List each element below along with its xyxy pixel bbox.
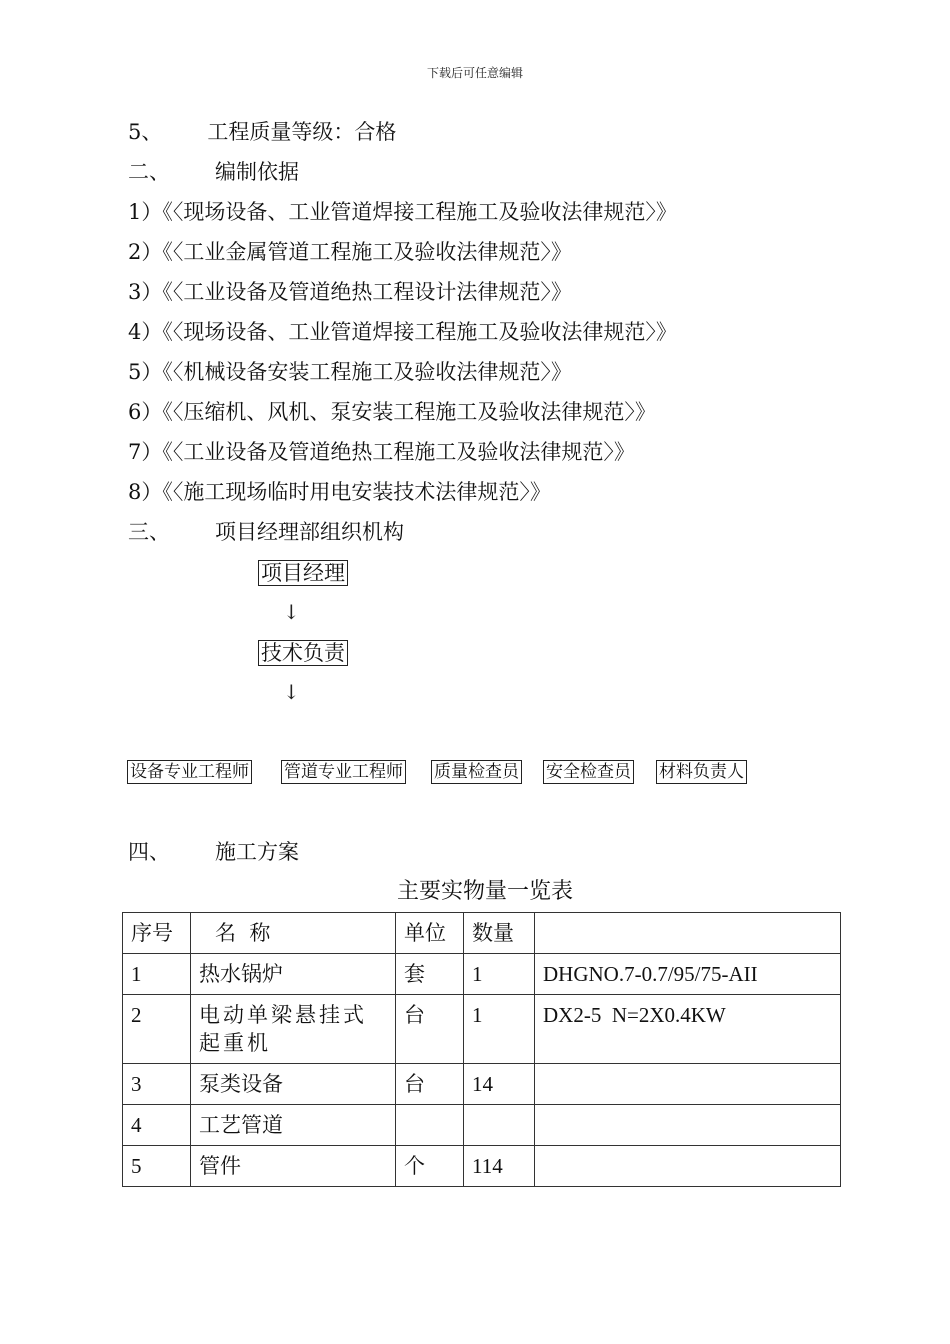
section-basis xyxy=(128,158,299,186)
table-cell: 管件 xyxy=(191,1146,396,1187)
table-cell: 1 xyxy=(123,954,191,995)
table-cell: 3 xyxy=(123,1064,191,1105)
page-header: 下载后可任意编辑 xyxy=(426,66,523,80)
section-plan xyxy=(128,838,299,866)
table-cell: 台 xyxy=(396,995,464,1064)
down-arrow-icon: ↓ xyxy=(283,680,300,704)
table-cell: 工艺管道 xyxy=(191,1105,396,1146)
table-cell xyxy=(396,1105,464,1146)
basis-item-2: 2）《〈工业金属管道工程施工及验收法律规范〉》 xyxy=(128,240,572,264)
table-cell: 14 xyxy=(464,1064,535,1105)
section-quality xyxy=(128,118,396,146)
org-box-staff: 设备专业工程师 xyxy=(127,760,252,784)
table-cell: 4 xyxy=(123,1105,191,1146)
header-cell: 名 称 xyxy=(191,913,396,954)
table-cell: DHGNO.7-0.7/95/75-AII xyxy=(535,954,841,995)
basis-item-5: 5）《〈机械设备安装工程施工及验收法律规范〉》 xyxy=(128,360,572,384)
table-row xyxy=(123,1064,841,1105)
org-box-staff: 安全检查员 xyxy=(543,760,634,784)
section-text: 工程质量等级：合格 xyxy=(207,120,397,144)
basis-item-7: 7）《〈工业设备及管道绝热工程施工及验收法律规范〉》 xyxy=(128,440,635,464)
table-cell: 台 xyxy=(396,1064,464,1105)
table-caption: 主要实物量一览表 xyxy=(396,879,573,904)
header-cell: 序号 xyxy=(123,913,191,954)
section-number: 5、 xyxy=(128,120,163,144)
table-row xyxy=(123,954,841,995)
section-number: 二、 xyxy=(128,160,170,184)
table-cell: 电动单梁悬挂式起重机 xyxy=(191,995,396,1064)
table-cell xyxy=(535,1064,841,1105)
section-text: 项目经理部组织机构 xyxy=(215,520,404,544)
table-cell: 114 xyxy=(464,1146,535,1187)
quantity-table xyxy=(122,912,841,1187)
table-row xyxy=(123,1105,841,1146)
section-text: 施工方案 xyxy=(215,840,299,864)
table-cell xyxy=(535,1146,841,1187)
table-cell: 2 xyxy=(123,995,191,1064)
table-cell xyxy=(535,1105,841,1146)
table-row xyxy=(123,1146,841,1187)
table-cell: 1 xyxy=(464,995,535,1064)
header-cell xyxy=(535,913,841,954)
basis-item-1: 1）《〈现场设备、工业管道焊接工程施工及验收法律规范〉》 xyxy=(128,200,677,224)
table-cell: 泵类设备 xyxy=(191,1064,396,1105)
down-arrow-icon: ↓ xyxy=(283,600,300,624)
section-org xyxy=(128,518,404,546)
basis-item-8: 8）《〈施工现场临时用电安装技术法律规范〉》 xyxy=(128,480,551,504)
table-cell: 5 xyxy=(123,1146,191,1187)
org-box-staff: 质量检查员 xyxy=(431,760,522,784)
table-cell: 套 xyxy=(396,954,464,995)
section-number: 三、 xyxy=(128,520,170,544)
header-cell: 数量 xyxy=(464,913,535,954)
org-box-staff: 材料负责人 xyxy=(656,760,747,784)
section-text: 编制依据 xyxy=(215,160,299,184)
section-number: 四、 xyxy=(128,840,170,864)
basis-item-6: 6）《〈压缩机、风机、泵安装工程施工及验收法律规范〉》 xyxy=(128,400,656,424)
org-box-manager: 项目经理 xyxy=(258,560,348,586)
basis-item-4: 4）《〈现场设备、工业管道焊接工程施工及验收法律规范〉》 xyxy=(128,320,677,344)
table-cell: 1 xyxy=(464,954,535,995)
org-box-staff: 管道专业工程师 xyxy=(281,760,406,784)
table-cell: 个 xyxy=(396,1146,464,1187)
table-cell: DX2-5 N=2X0.4KW xyxy=(535,995,841,1064)
table-cell: 热水锅炉 xyxy=(191,954,396,995)
table-row xyxy=(123,995,841,1064)
basis-item-3: 3）《〈工业设备及管道绝热工程设计法律规范〉》 xyxy=(128,280,572,304)
table-cell xyxy=(464,1105,535,1146)
table-header-row xyxy=(123,913,841,954)
org-box-tech: 技术负责 xyxy=(258,640,348,666)
header-cell: 单位 xyxy=(396,913,464,954)
